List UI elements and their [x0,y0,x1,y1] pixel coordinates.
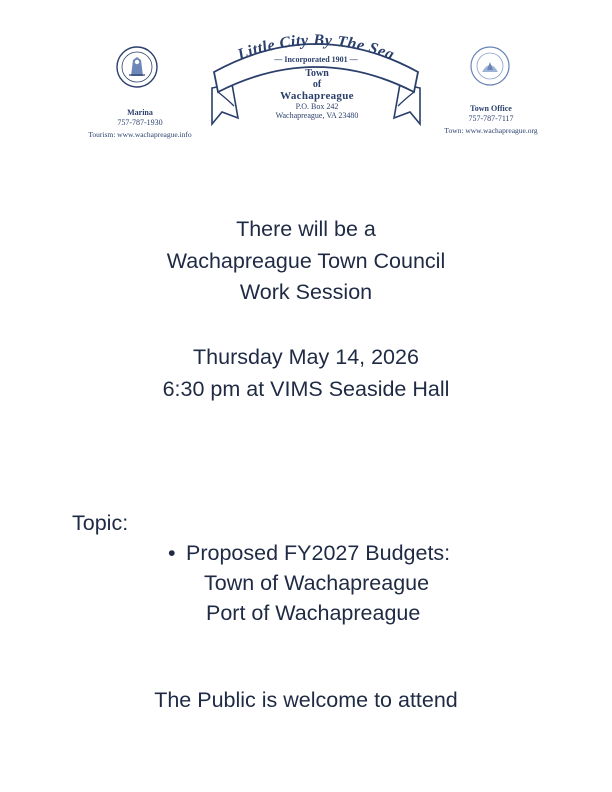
town-label: Town [305,68,329,79]
po-box: P.O. Box 242 [295,102,339,111]
meeting-time-place: 6:30 pm at VIMS Seaside Hall [162,376,450,401]
list-item [168,538,450,568]
town-website: Town: www.wachapreague.org [444,126,538,135]
announcement-line-3: Work Session [239,280,373,304]
topic-item: Proposed FY2027 Budgets: [186,541,451,565]
meeting-date: Thursday May 14, 2026 [193,345,419,369]
sub-item-town: Town of Wachapreague [204,571,430,595]
marina-phone: 757-787-1930 [117,118,163,127]
tourism-website: Tourism: www.wachapreague.info [88,130,192,139]
marina-title: Marina [127,108,153,117]
city-state-zip: Wachapreague, VA 23480 [275,111,359,120]
of-label: of [312,79,322,90]
town-address-block [258,68,376,120]
incorporated-text: — Incorporated 1901 — [274,55,358,64]
town-office-phone: 757-787-7117 [468,114,514,123]
announcement-line-2: Wachapreague Town Council [166,248,446,273]
town-office-title: Town Office [470,104,512,113]
topic-list [168,538,450,628]
meeting-announcement [0,214,612,309]
closing-statement: The Public is welcome to attend [154,688,458,712]
sub-item-port: Port of Wachapreague [206,601,421,625]
meeting-date-time [0,342,612,405]
town-name: Wachapreague [280,90,354,102]
topic-label: Topic: [72,511,129,535]
letterhead [70,26,555,146]
banner-text: Little City By The Sea [235,31,397,64]
announcement-line-1: There will be a [236,217,376,241]
virginia-seal-icon [116,46,158,88]
county-seal-icon [470,46,510,86]
bullet-icon: • [168,541,176,565]
